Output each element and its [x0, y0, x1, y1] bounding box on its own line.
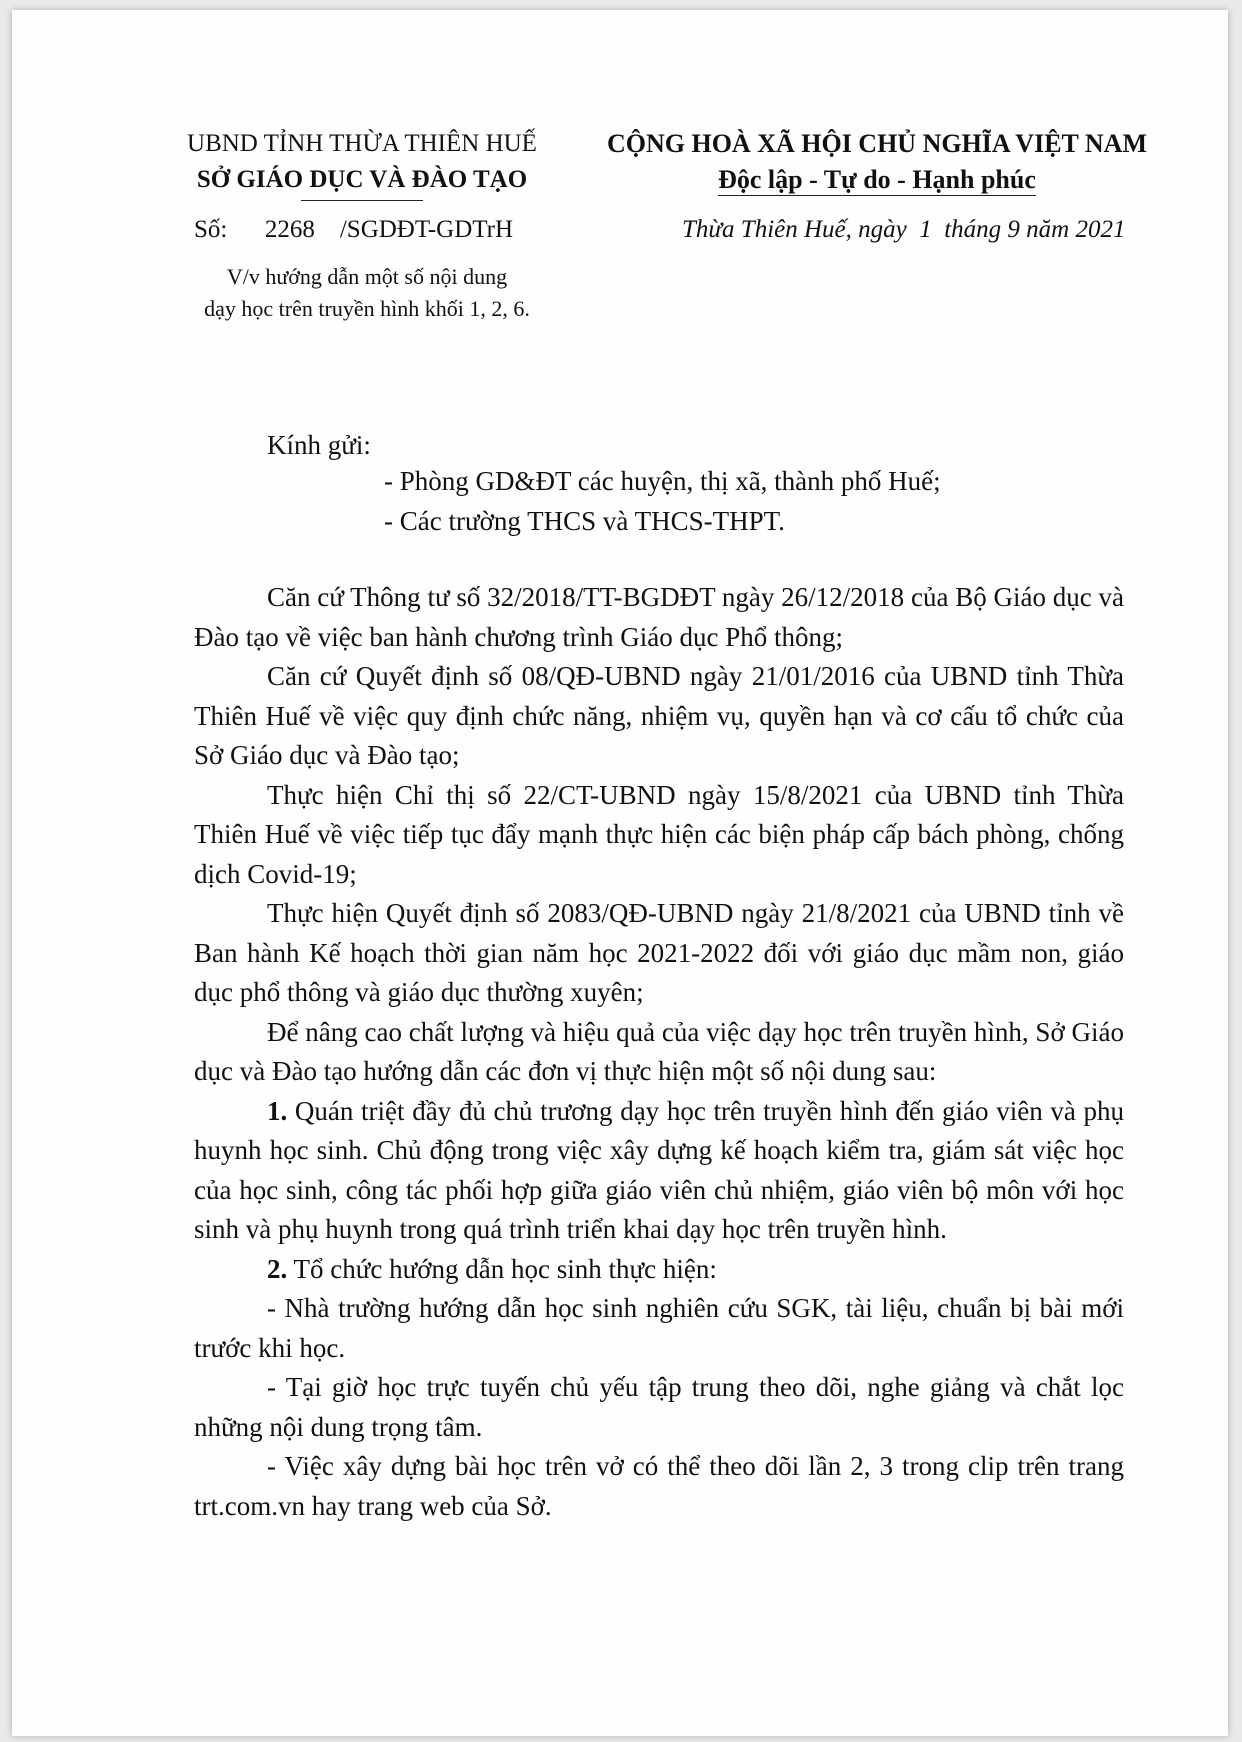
bullet-item: - Nhà trường hướng dẫn học sinh nghiên cứu SGK, tài liệu, chuẩn bị bài mới trước khi học. [194, 1293, 1124, 1363]
salutation-label: Kính gửi: [267, 430, 371, 460]
document-number: Số: 2268 /SGDĐT-GDTrH [194, 216, 514, 243]
body-paragraph: Căn cứ Quyết định số 08/QĐ-UBND ngày 21/01/2016 của UBND tỉnh Thừa Thiên Huế về việc quy định chức năng, nhiệm vụ, quyền hạn và cơ cấu tổ chức của Sở Giáo dục và Đào tạo; [194, 661, 1124, 770]
document-page [12, 10, 1228, 1736]
numbered-item [194, 1092, 1124, 1250]
body-paragraph: Thực hiện Chỉ thị số 22/CT-UBND ngày 15/8/2021 của UBND tỉnh Thừa Thiên Huế về việc tiếp tục đẩy mạnh thực hiện các biện pháp cấp bách phòng, chống dịch Covid-19; [194, 779, 1124, 889]
issuing-agency-block [162, 126, 562, 201]
document-date: Thừa Thiên Huế, ngày 1 tháng 9 năm 2021 [682, 216, 1126, 243]
numbered-item [194, 1250, 1124, 1290]
national-heading-block [597, 126, 1157, 198]
recipient-item: - Các trường THCS và THCS-THPT. [384, 506, 785, 536]
document-subject [167, 261, 567, 325]
item-text: Tổ chức hướng dẫn học sinh thực hiện: [287, 1253, 717, 1284]
item-number: 1. [267, 1095, 288, 1126]
agency-name: SỞ GIÁO DỤC VÀ ĐÀO TẠO [196, 166, 528, 193]
bullet-item: - Tại giờ học trực tuyến chủ yếu tập trung theo dõi, nghe giảng và chắt lọc những nội dung trọng tâm. [194, 1372, 1124, 1442]
agency-underline [301, 200, 423, 201]
national-motto: Độc lập - Tự do - Hạnh phúc [718, 165, 1036, 194]
subject-line: dạy học trên truyền hình khối 1, 2, 6. [204, 296, 530, 321]
country-name: CỘNG HOÀ XÃ HỘI CHỦ NGHĨA VIỆT NAM [606, 129, 1148, 158]
item-text: Quán triệt đầy đủ chủ trương dạy học trên truyền hình đến giáo viên và phụ huynh học sinh. Chủ động trong việc xây dựng kế hoạch kiểm tra, giám sát việc học của học sinh, công tác phối hợp giữa giáo viên chủ nhiệm, giáo viên bộ môn với học sinh và phụ huynh trong quá trình triển khai dạy học trên truyền hình. [194, 1095, 1124, 1244]
item-number: 2. [267, 1253, 288, 1284]
recipient-item: - Phòng GD&ĐT các huyện, thị xã, thành phố Huế; [384, 466, 941, 496]
body-paragraph: Thực hiện Quyết định số 2083/QĐ-UBND ngày 21/8/2021 của UBND tỉnh về Ban hành Kế hoạch thời gian năm học 2021-2022 đối với giáo dục mầm non, giáo dục phổ thông và giáo dục thường xuyên; [194, 898, 1124, 1007]
bullet-item: - Việc xây dựng bài học trên vở có thể theo dõi lần 2, 3 trong clip trên trang trt.com.vn hay trang web của Sở. [194, 1451, 1124, 1521]
parent-agency: UBND TỈNH THỪA THIÊN HUẾ [187, 130, 537, 157]
subject-line: V/v hướng dẫn một số nội dung [226, 264, 508, 289]
body-paragraph: Để nâng cao chất lượng và hiệu quả của việc dạy học trên truyền hình, Sở Giáo dục và Đào tạo hướng dẫn các đơn vị thực hiện một số nội dung sau: [194, 1016, 1124, 1086]
document-body [194, 578, 1124, 1526]
body-paragraph: Căn cứ Thông tư số 32/2018/TT-BGDĐT ngày 26/12/2018 của Bộ Giáo dục và Đào tạo về việc ban hành chương trình Giáo dục Phổ thông; [194, 582, 1124, 652]
